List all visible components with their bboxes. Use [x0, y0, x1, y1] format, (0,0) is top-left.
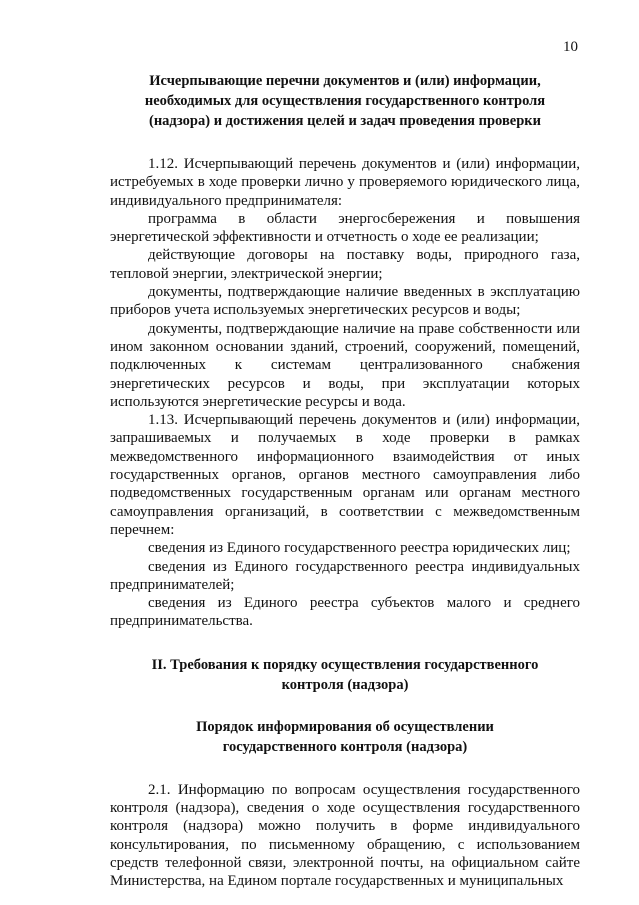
list-item: сведения из Единого государственного реестра юридических лиц; [148, 540, 571, 557]
list-item: документы, подтверждающие наличие на праве собственности или ином законном основании зданий, строений, сооружений, помещений, подключенных к системам централизованного снабжения энергетических ресурсов и воды, при эксплуатации которых используются энергетические ресурсы и вода. [110, 320, 580, 410]
paragraph-1-13: 1.13. Исчерпывающий перечень документов и (или) информации, запрашиваемых и получаемых в ходе проверки в рамках межведомственного информационного взаимодействия от иных государственных органов, органов местного самоуправления либо подведомственных государственным органам или органам местного самоуправления организаций, в соответствии с межведомственным перечнем: [110, 412, 580, 538]
main-heading [110, 71, 580, 131]
main-heading-line: Исчерпывающие перечни документов и (или) информации, [149, 73, 541, 89]
list-item: сведения из Единого государственного реестра индивидуальных предпринимателей; [110, 558, 580, 593]
section-heading-line: II. Требования к порядку осуществления государственного [151, 656, 539, 673]
main-heading-line: необходимых для осуществления государственного контроля [144, 93, 546, 109]
subsection-heading [110, 717, 580, 757]
paragraph-2-1: 2.1. Информацию по вопросам осуществления государственного контроля (надзора), сведения о ходе осуществления государственного контроля (надзора) можно получить в форме индивидуального консультирования, по письменному обращению, с использованием средств телефонной связи, электронной почты, на официальном сайте Министерства, на Едином портале государственных и муниципальных [110, 781, 580, 890]
list-item: сведения из Единого реестра субъектов малого и среднего предпринимательства. [110, 595, 580, 630]
subsection-heading-line: Порядок информирования об осуществлении [196, 718, 494, 735]
section-heading [110, 655, 580, 695]
paragraph-1-12: 1.12. Исчерпывающий перечень документов и (или) информации, истребуемых в ходе проверки лично у проверяемого юридического лица, индивидуального предпринимателя: [110, 156, 580, 209]
section-heading-line: контроля (надзора) [281, 676, 409, 693]
list-item: действующие договоры на поставку воды, природного газа, тепловой энергии, электрической энергии; [110, 247, 580, 282]
list-item: программа в области энергосбережения и повышения энергетической эффективности и отчетность о ходе ее реализации; [110, 210, 580, 246]
list-item: документы, подтверждающие наличие введенных в эксплуатацию приборов учета используемых энергетических ресурсов и воды; [110, 284, 580, 319]
document-page [110, 38, 580, 891]
page-number: 10 [563, 39, 578, 55]
subsection-heading-line: государственного контроля (надзора) [222, 738, 468, 755]
main-heading-line: (надзора) и достижения целей и задач проведения проверки [148, 113, 541, 129]
list-block [110, 155, 580, 631]
